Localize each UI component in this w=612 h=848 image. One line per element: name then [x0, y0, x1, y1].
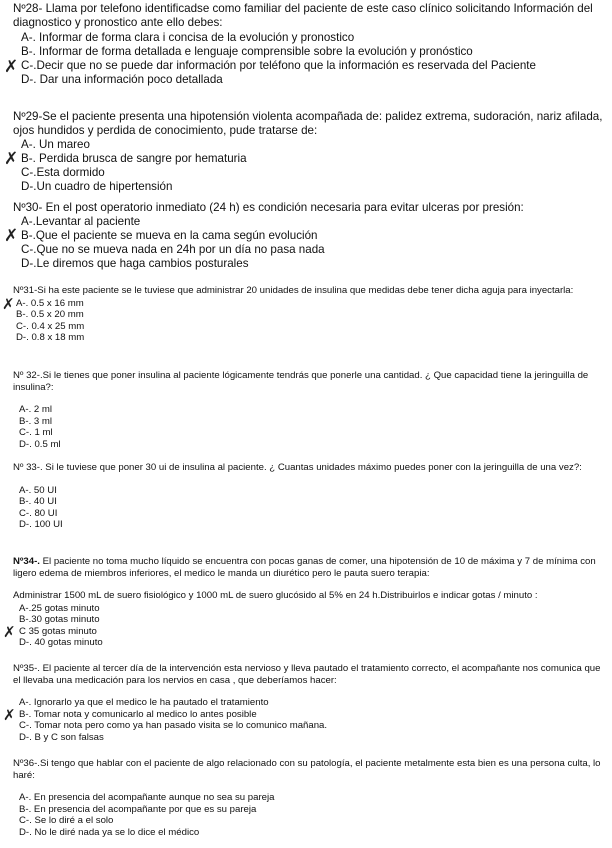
question-34-number: Nº34-. — [13, 556, 40, 567]
option-29-d: D-.Un cuadro de hipertensión — [21, 179, 173, 193]
option-34-c — [0, 622, 612, 641]
question-35-stem: Nº35-. El paciente al tercer día de la intervención esta nervioso y lleva pautado el tratamiento correcto, el acompañante nos comunica que el llevaba una medicación para los nervios en casa , que deberíamos hacer: — [13, 663, 601, 686]
answer-mark-icon: ✗ — [3, 622, 16, 641]
option-36-c: C-. Se lo diré a el solo — [19, 815, 114, 826]
option-32-b: B-. 3 ml — [19, 415, 53, 427]
option-29-c: C-.Esta dormido — [21, 165, 105, 179]
option-35-a: A-. Ignorarlo ya que el medico le ha pautado el tratamiento — [19, 697, 269, 708]
question-31 — [0, 285, 612, 344]
question-30 — [0, 201, 612, 271]
option-36-a: A-. En presencia del acompañante aunque no sea su pareja — [19, 792, 275, 803]
option-34-d: D-. 40 gotas minuto — [19, 637, 103, 648]
question-29 — [0, 110, 612, 193]
question-30-stem: Nº30- En el post operatorio inmediato (24 h) es condición necesaria para evitar ulceras por presión: — [13, 201, 524, 214]
option-35-b-label: B-. Tomar nota y comunicarlo al medico lo antes posible — [19, 708, 257, 720]
option-31-c: C-. 0.4 x 25 mm — [16, 320, 85, 332]
answer-mark-icon: ✗ — [4, 148, 19, 169]
option-29-a: A-. Un mareo — [21, 137, 90, 151]
question-28 — [0, 2, 612, 86]
answer-mark-icon: ✗ — [2, 294, 15, 313]
question-36 — [0, 758, 612, 838]
question-34-text: El paciente no toma mucho líquido se encuentra con pocas ganas de comer, una hipotensión de 10 de máxima y 7 de mínima con ligero edema de miembros inferiores, el medico le manda un diurético pero le pauta suero terapia: — [13, 556, 596, 579]
option-34-b: B-.30 gotas minuto — [19, 614, 100, 625]
question-34-instruction: Administrar 1500 mL de suero fisiológico y 1000 mL de suero glucósido al 5% en 24 h.Distribuirlos e indicar gotas / minuto : — [13, 590, 538, 601]
option-36-d: D-. No le diré nada ya se lo dice el médico — [19, 826, 200, 838]
option-28-a: A-. Informar de forma clara i concisa de la evolución y pronostico — [21, 30, 355, 44]
option-32-a: A-. 2 ml — [19, 404, 53, 415]
option-30-b — [0, 225, 612, 246]
option-35-c: C-. Tomar nota pero como ya han pasado visita se lo comunico mañana. — [19, 720, 328, 731]
option-28-c-label: C-.Decir que no se puede dar información por teléfono que la información es reservada del Paciente — [21, 58, 536, 72]
question-32 — [0, 370, 612, 450]
question-34 — [0, 556, 612, 649]
option-34-a: A-.25 gotas minuto — [19, 602, 100, 614]
option-33-c: C-. 80 UI — [19, 507, 58, 519]
question-31-stem: Nº31-Si ha este paciente se le tuviese que administrar 20 unidades de insulina que medidas debe tener dicha aguja para inyectarla: — [13, 285, 574, 296]
option-30-d: D-.Le diremos que haga cambios posturales — [21, 256, 249, 270]
option-33-b: B-. 40 UI — [19, 496, 57, 507]
option-29-b-label: B-. Perdida brusca de sangre por hematuria — [21, 151, 247, 165]
option-28-d: D-. Dar una información poco detallada — [21, 72, 223, 86]
option-28-b: B-. Informar de forma detallada e lenguaje comprensible sobre la evolución y pronóstico — [21, 44, 473, 58]
answer-mark-icon: ✗ — [3, 705, 16, 724]
question-33-stem: Nº 33-. Si le tuviese que poner 30 ui de insulina al paciente. ¿ Cuantas unidades máximo puedes poner con la jeringuilla de una vez?: — [13, 462, 582, 473]
question-29-stem: Nº29-Se el paciente presenta una hipotensión violenta acompañada de: palidez extrema, sudoración, nariz afilada, ojos hundidos y perdida de conocimiento, pude tratarse de: — [13, 110, 603, 137]
question-33 — [0, 462, 612, 531]
question-35 — [0, 663, 612, 743]
option-35-b — [0, 705, 612, 724]
option-33-d: D-. 100 UI — [19, 519, 63, 530]
option-31-b: B-. 0.5 x 20 mm — [16, 309, 84, 320]
answer-mark-icon: ✗ — [4, 56, 19, 77]
option-29-b — [0, 148, 612, 169]
option-30-b-label: B-.Que el paciente se mueva en la cama según evolución — [21, 228, 318, 242]
question-32-stem: Nº 32-.Si le tienes que poner insulina al paciente lógicamente tendrás que ponerle una cantidad. ¿ Que capacidad tiene la jeringuilla de insulina?: — [13, 370, 589, 393]
option-34-c-label: C 35 gotas minuto — [19, 625, 97, 637]
question-36-stem: Nº36-.Si tengo que hablar con el paciente de algo relacionado con su patología, el paciente metalmente esta bien es una persona culta, lo haré: — [13, 758, 601, 781]
option-32-d: D-. 0.5 ml — [19, 438, 61, 450]
option-30-a: A-.Levantar al paciente — [21, 214, 141, 228]
answer-mark-icon: ✗ — [4, 225, 19, 246]
option-32-c: C-. 1 ml — [19, 427, 53, 438]
question-28-stem: Nº28- Llama por telefono identificadse como familiar del paciente de este caso clínico solicitando Información del diagnostico y pronostico ante ello debes: — [13, 2, 593, 29]
option-30-c: C-.Que no se mueva nada en 24h por un día no pasa nada — [21, 242, 325, 256]
option-31-a — [0, 294, 612, 313]
question-34-stem — [0, 556, 606, 579]
option-28-c — [0, 56, 591, 77]
option-36-b: B-. En presencia del acompañante por que es su pareja — [19, 803, 257, 815]
option-35-d: D-. B y C son falsas — [19, 731, 104, 743]
option-31-a-label: A-. 0.5 x 16 mm — [16, 297, 84, 309]
option-33-a: A-. 50 UI — [19, 484, 57, 496]
option-31-d: D-. 0.8 x 18 mm — [16, 332, 85, 343]
